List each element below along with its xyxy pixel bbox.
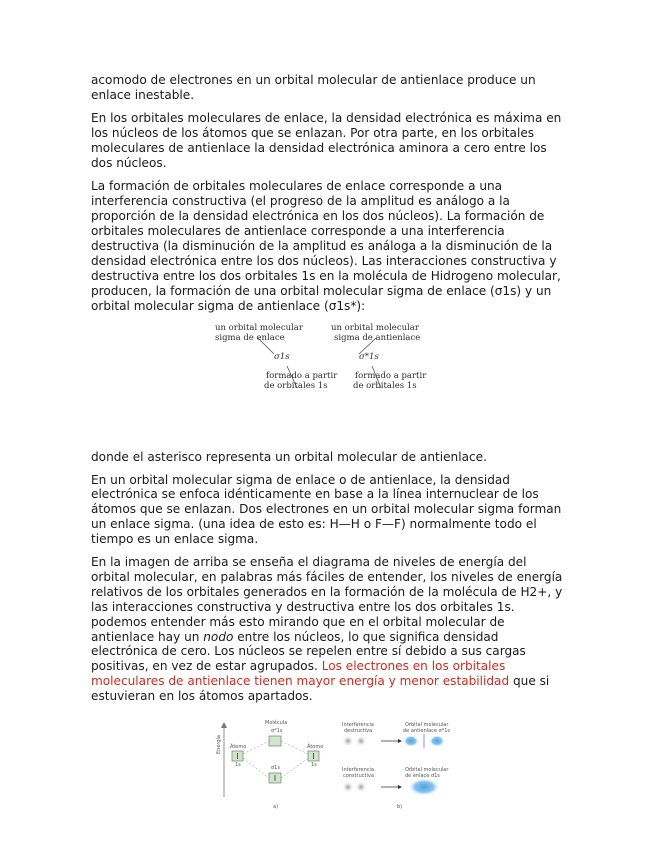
paragraph-6-text-b: entre los núcleos, lo que significa densidad electrónica de cero. Los núcleos se repelen entre sí debido a sus cargas positivas, en vez de estar agrupados. [91, 629, 526, 674]
constructive-result-2: de enlace σ1s [405, 773, 440, 780]
left-top-label-2: sigma de enlace [215, 332, 285, 343]
right-top-label-1: un orbital molecular [331, 322, 419, 333]
sigma-notation-figure [91, 322, 569, 444]
right-level-symbol: 1s [311, 762, 317, 769]
constructive-label-2: constructiva [343, 773, 374, 780]
left-sigma-symbol: σ1s [274, 351, 290, 362]
molecule-label: Molécula [265, 720, 288, 727]
caption-b: b) [397, 804, 403, 811]
paragraph-5: En un orbital molecular sigma de enlace o de antienlace, la densidad electrónica se enfoca idénticamente en base a la línea internuclear de los átomos que se enlazan. Dos electrones en un orbital molecular sigma forman un enlace sigma. (una idea de esto es: H—H o F—F) normalmente todo el tiempo es un enlace sigma. [91, 472, 562, 547]
paragraph-2: En los orbitales moleculares de enlace, la densidad electrónica es máxima en los núcleos de los átomos que se enlazan. Por otra parte, en los orbitales moleculares de antienlace la densidad electrónica aminora a cero entre los dos núcleos. [91, 110, 562, 170]
destructive-result-1: Orbital molecular [405, 722, 449, 729]
energy-axis-label: Energía [216, 735, 222, 755]
right-sigma-star-symbol: σ*1s [359, 351, 379, 362]
energy-diagram-figure [91, 714, 569, 824]
left-bottom-label-1: formado a partir [266, 370, 338, 381]
right-top-label-2: sigma de antienlace [334, 332, 421, 343]
paragraph-6-text-a: En la imagen de arriba se enseña el diagrama de niveles de energía del orbital molecular, en palabras más fáciles de entender, los niveles de energía relativos de los orbitales generados en la formación de la molécula de H2+, y las interacciones constructiva y destructiva entre los dos orbitales 1s. podemos entender más esto mirando que en el orbital molecular de antienlace hay un [91, 555, 563, 644]
right-bottom-label-1: formado a partir [355, 370, 427, 381]
paragraph-6-text-c: que si estuvieran en los átomos apartados. [91, 674, 550, 704]
destructive-label-1: Interferencia [342, 722, 374, 729]
paragraph-4: donde el asterisco representa un orbital molecular de antienlace. [91, 449, 487, 464]
bonding-symbol: σ1s [271, 765, 280, 772]
energy-diagram-graphics [91, 714, 569, 824]
left-bottom-label-2: de orbitales 1s [264, 380, 328, 391]
left-level-symbol: 1s [235, 762, 241, 769]
caption-a: a) [273, 804, 279, 811]
constructive-result-1: Orbital molecular [405, 767, 449, 774]
paragraph-1: acomodo de electrones en un orbital molecular de antienlace produce un enlace inestable. [91, 73, 536, 102]
notation-arrows [91, 322, 569, 444]
document-page [91, 73, 569, 824]
right-bottom-label-2: de orbitales 1s [353, 380, 417, 391]
left-top-label-1: un orbital molecular [215, 322, 303, 333]
paragraph-3: La formación de orbitales moleculares de enlace corresponde a una interferencia constructiva (el progreso de la amplitud es análogo a la proporción de la densidad electrónica en los dos núcleos). La formación de orbitales moleculares de antienlace corresponde a una interferencia destructiva (la disminución de la amplitud es análoga a la disminución de la densidad electrónica entre los dos núcleos). Las interacciones constructiva y destructiva entre los dos orbitales 1s en la molécula de Hidrogeno molecular, producen, la formación de una orbital molecular sigma de enlace (σ1s) y un orbital molecular sigma de antienlace (σ1s*): [91, 179, 561, 313]
destructive-label-2: destructiva [344, 728, 373, 735]
highlighted-statement: Los electrones en los orbitales moleculares de antienlace tienen mayor energía y menor estabilidad [91, 659, 510, 689]
constructive-label-1: Interferencia [342, 767, 374, 774]
antibonding-level [269, 736, 281, 746]
antibonding-symbol: σ*1s [271, 728, 283, 735]
right-atom-label: Átomo [307, 744, 324, 751]
destructive-result-2: de antienlace σ*1s [403, 728, 450, 735]
nodo-emphasis: nodo [203, 629, 234, 644]
left-atom-label: Átomo [230, 744, 247, 751]
paragraph-6 [91, 555, 569, 704]
